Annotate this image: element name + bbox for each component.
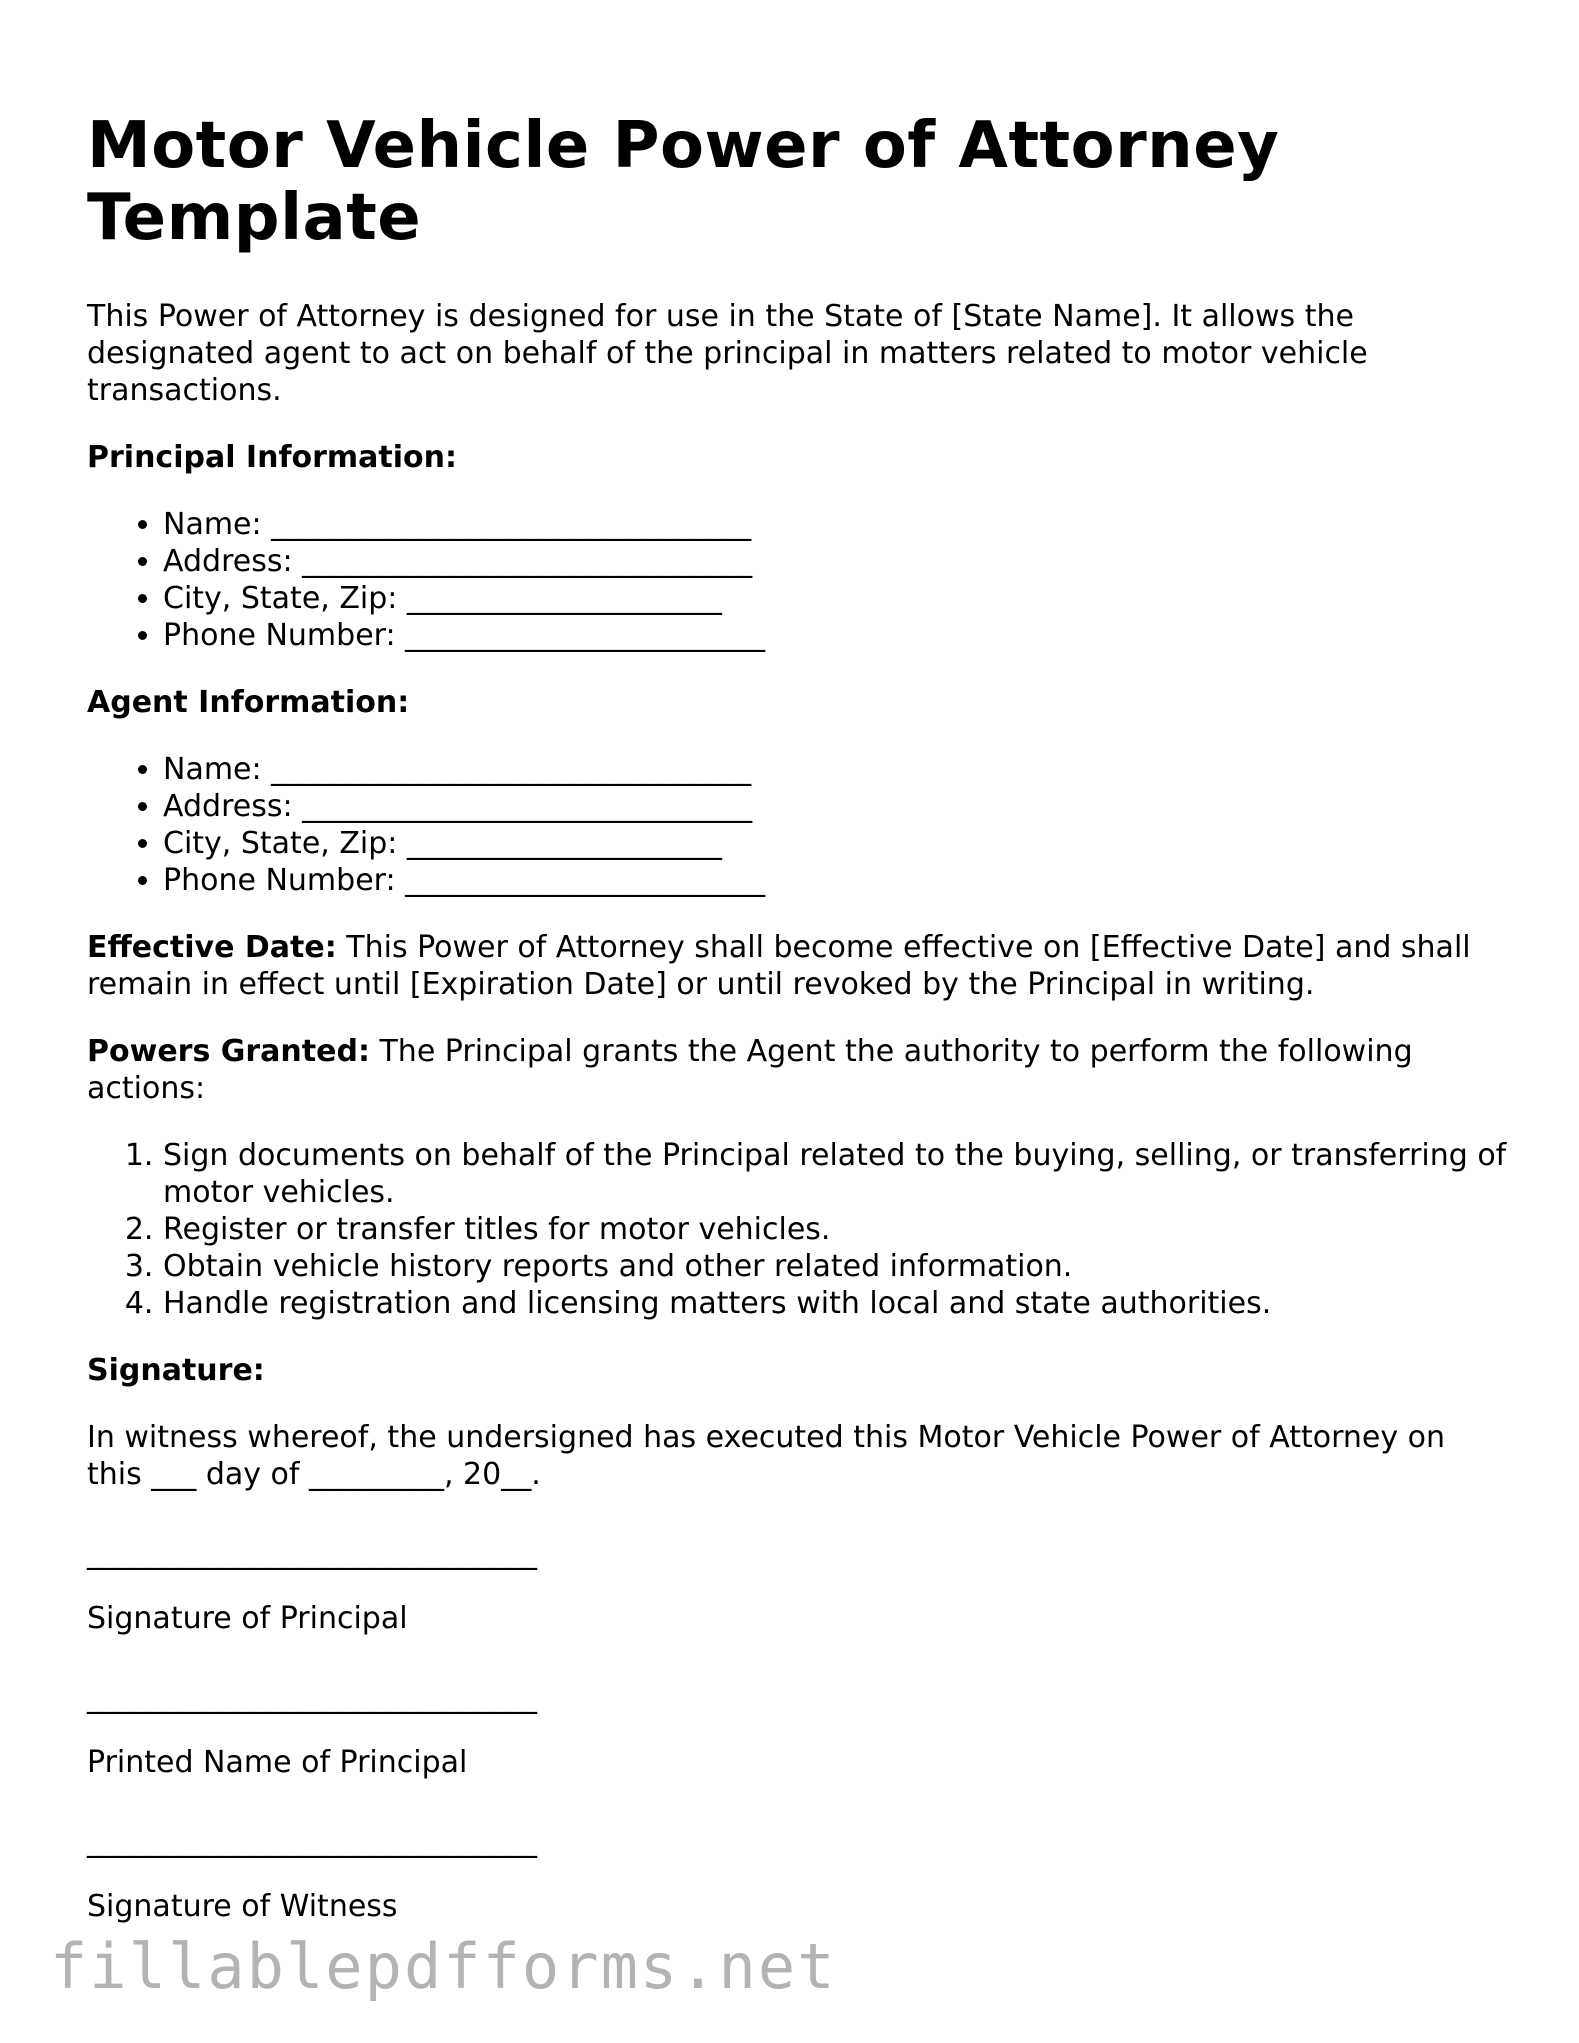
power-item: 4. Handle registration and licensing matters with local and state authorities. [163,1285,1507,1322]
effective-date-paragraph [87,929,1507,1003]
principal-heading: Principal Information: [87,440,458,475]
powers-granted-paragraph [87,1033,1507,1107]
principal-signature-label: Signature of Principal [87,1601,408,1636]
agent-name-field: • Name: ________________________________ [163,751,1507,788]
agent-heading: Agent Information: [87,685,410,720]
principal-name-field: • Name: ________________________________ [163,506,1507,543]
watermark: fillablepdfforms.net [50,1930,837,2003]
agent-city-state-zip-field: • City, State, Zip: _____________________ [163,825,1507,862]
document-page [87,0,1507,1925]
powers-granted-label: Powers Granted: [87,1034,370,1069]
intro-paragraph: This Power of Attorney is designed for use in the State of [State Name]. It allows the designated agent to act on behalf of the principal in matters related to motor vehicle transactions. [87,299,1368,408]
printed-name-label: Printed Name of Principal [87,1745,468,1780]
powers-list [87,1137,1507,1322]
signature-heading: Signature: [87,1353,265,1388]
principal-city-state-zip-field: • City, State, Zip: _____________________ [163,580,1507,617]
witness-signature-line: ______________________________ [87,1824,537,1859]
printed-name-line: ______________________________ [87,1680,537,1715]
power-item: 3. Obtain vehicle history reports and other related information. [163,1248,1507,1285]
principal-fields-list [87,506,1507,654]
agent-fields-list [87,751,1507,899]
powers-granted-text: The Principal grants the Agent the authority to perform the following actions: [87,1034,1413,1106]
power-item: 1. Sign documents on behalf of the Principal related to the buying, selling, or transferring of motor vehicles. [163,1137,1507,1211]
agent-phone-field: • Phone Number: ________________________ [163,862,1507,899]
effective-date-label: Effective Date: [87,930,337,965]
agent-address-field: • Address: ______________________________ [163,788,1507,825]
page-title: Motor Vehicle Power of Attorney Template [87,109,1280,255]
effective-date-text: This Power of Attorney shall become effective on [Effective Date] and shall remain in effect until [Expiration Date] or until revoked by the Principal in writing. [87,930,1471,1002]
principal-phone-field: • Phone Number: ________________________ [163,617,1507,654]
principal-signature-line: ______________________________ [87,1536,537,1571]
witness-paragraph: In witness whereof, the undersigned has executed this Motor Vehicle Power of Attorney on this ___ day of _________, 20__. [87,1420,1446,1492]
power-item: 2. Register or transfer titles for motor vehicles. [163,1211,1507,1248]
witness-signature-label: Signature of Witness [87,1889,398,1924]
principal-address-field: • Address: ______________________________ [163,543,1507,580]
